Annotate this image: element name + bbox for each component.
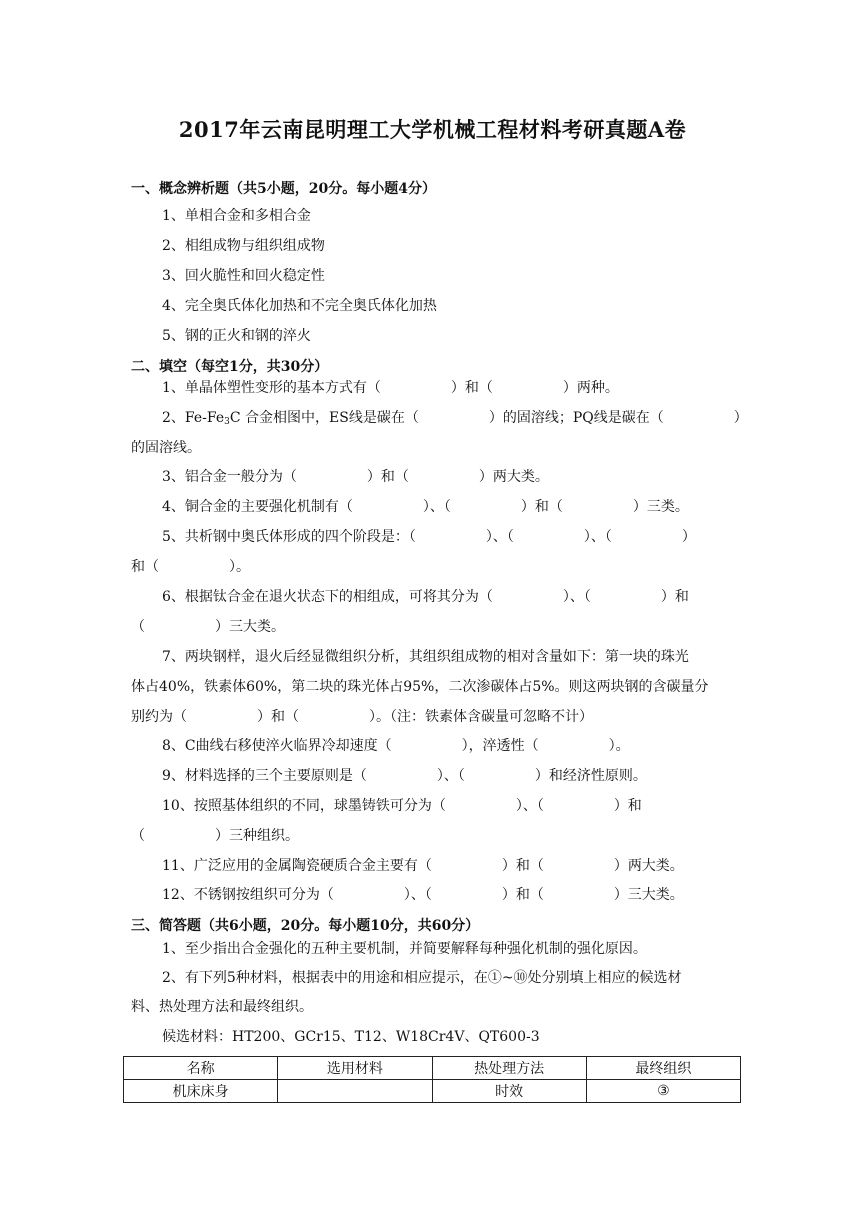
section2-heading: 二、填空（每空1分，共30分） — [131, 359, 329, 375]
question-line: 1、至少指出合金强化的五种主要机制，并简要解释每种强化机制的强化原因。 — [162, 941, 647, 957]
table-header-row — [124, 1057, 741, 1080]
question-line: （ ）三种组织。 — [131, 828, 299, 844]
materials-table — [123, 1056, 741, 1103]
list-item: 2、相组成物与组织组成物 — [162, 238, 325, 254]
question-line: 体占40%，铁素体60%，第二块的珠光体占95%，二次渗碳体占5%。则这两块钢的含碳量分 — [131, 679, 709, 695]
column-header: 热处理方法 — [432, 1057, 586, 1080]
question-line: 的固溶线。 — [131, 440, 201, 456]
question-line: 7、两块钢样，退火后经显微组织分析，其组织组成物的相对含量如下：第一块的珠光 — [162, 649, 689, 665]
list-item: 4、完全奥氏体化加热和不完全奥氏体化加热 — [162, 298, 437, 314]
question-line: 9、材料选择的三个主要原则是（ ）、（ ）和经济性原则。 — [162, 768, 647, 784]
candidate-materials: 候选材料：HT200、GCr15、T12、W18Cr4V、QT600-3 — [162, 1029, 540, 1045]
section3-heading: 三、简答题（共6小题，20分。每小题10分，共60分） — [131, 918, 480, 934]
question-line: 11、广泛应用的金属陶瓷硬质合金主要有（ ）和（ ）两大类。 — [162, 858, 684, 874]
list-item: 5、钢的正火和钢的淬火 — [162, 328, 311, 344]
question-line: 和（ ）。 — [131, 559, 250, 575]
q2-prefix: 2、Fe-Fe — [162, 410, 225, 426]
question-line: 12、不锈钢按组织可分为（ ）、（ ）和（ ）三大类。 — [162, 887, 684, 903]
question-line: （ ）三大类。 — [131, 619, 285, 635]
question-line: 3、铝合金一般分为（ ）和（ ）两大类。 — [162, 469, 549, 485]
column-header: 名称 — [124, 1057, 278, 1080]
page-title: 2017年云南昆明理工大学机械工程材料考研真题A卷 — [178, 117, 687, 142]
table-cell: 时效 — [432, 1080, 586, 1103]
question-line: 6、根据钛合金在退火状态下的相组成，可将其分为（ ）、（ ）和 — [162, 589, 689, 605]
list-item: 1、单相合金和多相合金 — [162, 208, 311, 224]
column-header: 最终组织 — [586, 1057, 740, 1080]
list-item: 3、回火脆性和回火稳定性 — [162, 268, 325, 284]
question-line: 5、共析钢中奥氏体形成的四个阶段是：（ ）、（ ）、（ ） — [162, 529, 696, 545]
question-line: 料、热处理方法和最终组织。 — [131, 999, 313, 1015]
question-line: 4、铜合金的主要强化机制有（ ）、（ ）和（ ）三类。 — [162, 499, 689, 515]
q2-subscript: 3 — [224, 417, 230, 427]
table-cell — [278, 1080, 432, 1103]
question-line: 10、按照基体组织的不同，球墨铸铁可分为（ ）、（ ）和 — [162, 798, 642, 814]
question-line: 8、C曲线右移使淬火临界冷却速度（ ），淬透性（ ）。 — [162, 738, 630, 754]
table-cell: ③ — [586, 1080, 740, 1103]
q2-suffix: C 合金相图中，ES线是碳在（ ）的固溶线；PQ线是碳在（ ） — [229, 410, 748, 426]
question-line — [162, 408, 748, 432]
table-cell: 机床床身 — [124, 1080, 278, 1103]
column-header: 选用材料 — [278, 1057, 432, 1080]
question-line: 别约为（ ）和（ ）。（注：铁素体含碳量可忽略不计） — [131, 709, 593, 725]
question-line: 2、有下列5种材料，根据表中的用途和相应提示，在①~⑩处分别填上相应的候选材 — [162, 970, 682, 986]
section1-heading: 一、概念辨析题（共5小题，20分。每小题4分） — [131, 181, 436, 197]
question-line: 1、单晶体塑性变形的基本方式有（ ）和（ ）两种。 — [162, 380, 619, 396]
table-row — [124, 1080, 741, 1103]
